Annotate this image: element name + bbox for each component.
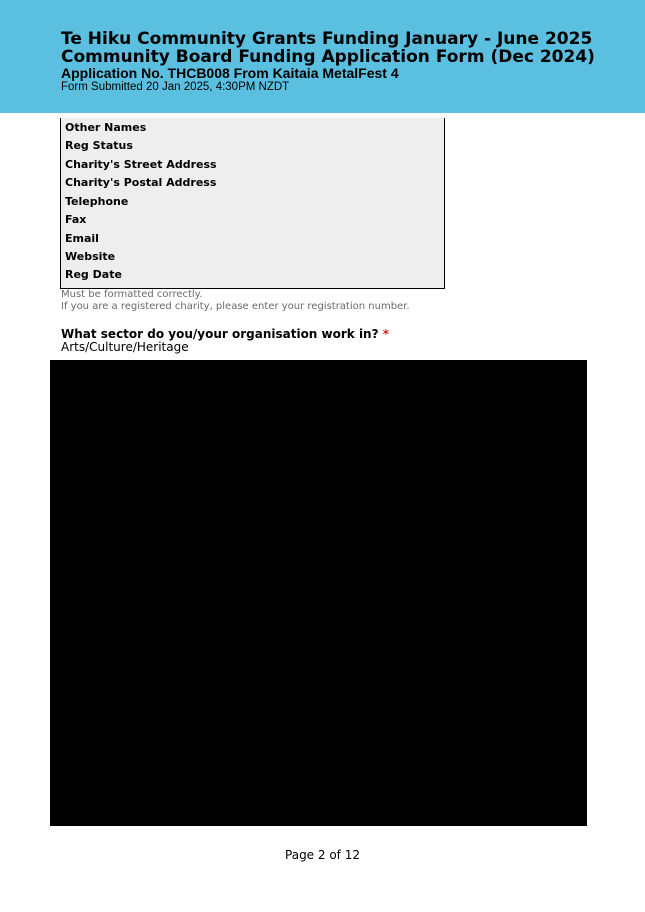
row-reg-date: Reg Date: [65, 268, 122, 281]
redacted-block: [50, 360, 587, 826]
row-other-names: Other Names: [65, 121, 147, 134]
row-fax: Fax: [65, 213, 87, 226]
sector-answer: Arts/Culture/Heritage: [61, 340, 189, 354]
row-reg-status: Reg Status: [65, 139, 133, 152]
required-mark: *: [382, 327, 390, 341]
form-header: [0, 0, 645, 113]
row-street-address: Charity's Street Address: [65, 158, 217, 171]
row-telephone: Telephone: [65, 195, 129, 208]
row-website: Website: [65, 250, 116, 263]
submission-date: Form Submitted 20 Jan 2025, 4:30PM NZDT: [61, 81, 290, 93]
row-email: Email: [65, 232, 99, 245]
sector-question-label: What sector do you/your organisation work in?: [61, 327, 379, 341]
charity-details-table: [60, 118, 445, 289]
row-postal-address: Charity's Postal Address: [65, 176, 217, 189]
help-text-format: Must be formatted correctly.: [61, 289, 203, 300]
application-number: Application No. THCB008 From Kaitaia MetalFest 4: [61, 65, 399, 81]
grant-title: Te Hiku Community Grants Funding January - June 2025: [61, 29, 593, 49]
help-text-registration: If you are a registered charity, please enter your registration number.: [61, 301, 410, 312]
sector-question: [61, 327, 389, 341]
page-number: Page 2 of 12: [285, 848, 360, 862]
form-title: Community Board Funding Application Form (Dec 2024): [61, 47, 595, 67]
